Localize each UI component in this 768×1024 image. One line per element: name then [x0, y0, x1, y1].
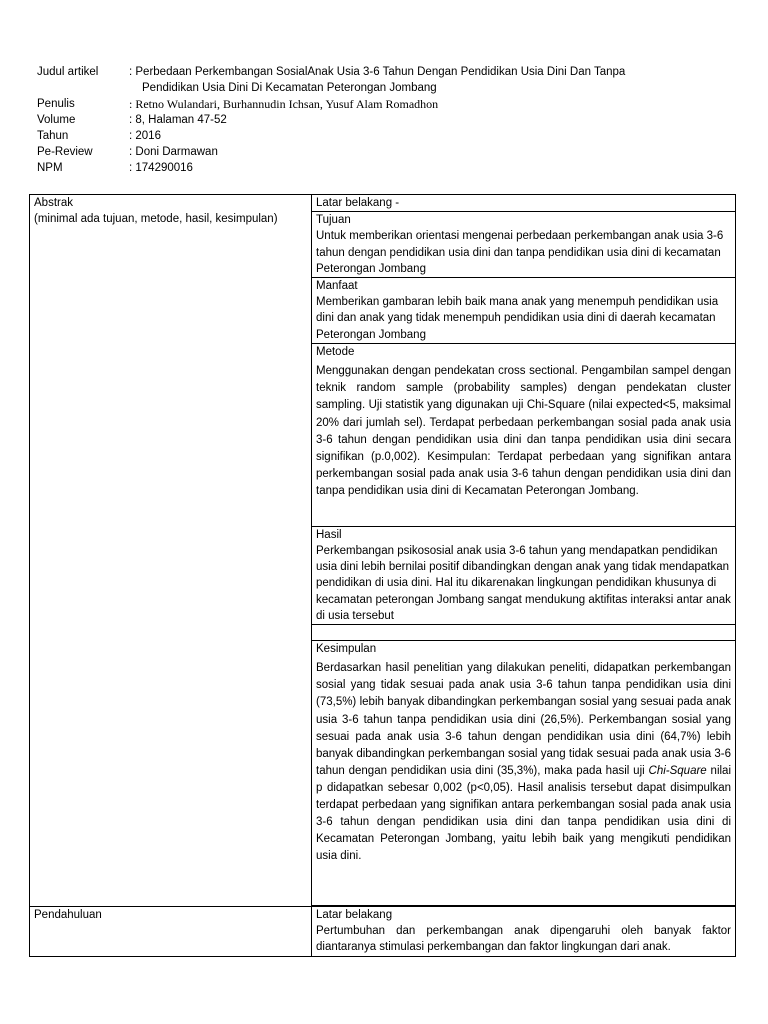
tujuan-cell	[312, 212, 736, 278]
judul-value-line-1: : Perbedaan Perkembangan SosialAnak Usia 3-6 Tahun Dengan Pendidikan Usia Dini Dan Tanpa	[129, 66, 626, 78]
empty-cell	[312, 625, 736, 641]
hasil-text: Perkembangan psikososial anak usia 3-6 tahun yang mendapatkan pendidikan usia dini lebih bernilai positif dibandingkan dengan anak yang tidak mendapatkan pendidikan di usia dini. Hal itu dikarenakan lingkungan pendidikan khusunya di kecamatan peterongan Jombang sangat mendukung aktifitas interaksi antar anak di usia tersebut	[316, 545, 731, 622]
kesimpulan-text-2: nilai p didapatkan sebesar 0,002 (p<0,05). Hasil analisis tersebut dapat disimpulkan terdapat perbedaan yang signifikan antara perkembangan sosial pada anak usia 3-6 tahun dengan pendidikan usia dini dan tanpa pendidikan usia dini di Kecamatan Peterongan Jombang, yaitu lebih baik yang mengikuti pendidikan usia dini.	[316, 764, 732, 863]
penulis-label: Penulis	[37, 98, 75, 110]
manfaat-cell	[312, 278, 736, 344]
manfaat-title: Manfaat	[316, 280, 358, 293]
pendahuluan-cell	[312, 907, 736, 957]
hasil-cell	[312, 526, 736, 624]
pendahuluan-label: Pendahuluan	[34, 909, 102, 922]
meta-row-volume	[37, 112, 737, 128]
review-table	[29, 194, 736, 957]
tahun-value: : 2016	[129, 130, 161, 142]
pendahuluan-label-cell	[30, 907, 312, 957]
meta-row-judul	[37, 64, 737, 96]
kesimpulan-italic: Chi-Square	[648, 764, 707, 777]
kesimpulan-cell	[312, 641, 736, 906]
manfaat-text: Memberikan gambaran lebih baik mana anak yang menempuh pendidikan usia dini dan anak yang tidak menempuh pendidikan usia dini di daerah kecamatan Peterongan Jombang	[316, 296, 719, 341]
abstrak-sublabel: (minimal ada tujuan, metode, hasil, kesimpulan)	[34, 213, 278, 226]
meta-row-tahun	[37, 128, 737, 144]
reviewer-label: Pe-Review	[37, 146, 93, 158]
tujuan-title: Tujuan	[316, 214, 351, 227]
pendahuluan-latar-title: Latar belakang	[316, 909, 393, 922]
kesimpulan-title: Kesimpulan	[316, 643, 377, 656]
tujuan-text: Untuk memberikan orientasi mengenai perbedaan perkembangan anak usia 3-6 tahun dengan pendidikan usia dini dan tanpa pendidikan usia dini di kecamatan Peterongan Jombang	[316, 230, 724, 275]
kesimpulan-text-1: Berdasarkan hasil penelitian yang dilakukan peneliti, didapatkan perkembangan sosial yang tidak sesuai pada anak usia 3-6 tahun tanpa pendidikan usia dini (73,5%) lebih banyak dibandingkan perkembangan sosial yang sesuai pada anak usia 3-6 tahun tanpa pendidikan usia dini (26,5%). Perkembangan sosial yang sesuai pada anak usia 3-6 tahun dengan pendidikan usia dini (64,7%) lebih banyak dibandingkan perkembangan sosial yang tidak sesuai pada anak usia 3-6 tahun dengan pendidikan usia dini (35,3%), maka pada hasil uji	[316, 662, 731, 777]
meta-row-reviewer	[37, 144, 737, 160]
penulis-value: : Retno Wulandari, Burhannudin Ichsan, Yusuf Alam Romadhon	[129, 97, 439, 111]
pendahuluan-latar-text: Pertumbuhan dan perkembangan anak dipengaruhi oleh banyak faktor diantaranya stimulasi perkembangan dan faktor lingkungan dari anak.	[316, 925, 731, 954]
abstrak-label: Abstrak	[34, 197, 73, 209]
judul-label: Judul artikel	[37, 66, 99, 78]
volume-value: : 8, Halaman 47-52	[129, 114, 227, 126]
judul-value-line-2: Pendidikan Usia Dini Di Kecamatan Peterongan Jombang	[142, 82, 437, 94]
judul-value	[129, 64, 737, 96]
tahun-label: Tahun	[37, 130, 69, 142]
abstrak-label-cell	[30, 195, 312, 907]
hasil-title: Hasil	[316, 528, 342, 541]
article-metadata	[37, 64, 737, 176]
abstrak-latar-cell	[312, 195, 736, 212]
meta-row-npm	[37, 160, 737, 176]
kesimpulan-text	[316, 660, 731, 865]
npm-value: : 174290016	[129, 162, 193, 174]
metode-cell	[312, 343, 736, 526]
abstrak-latar: Latar belakang -	[316, 197, 400, 209]
npm-label: NPM	[37, 162, 63, 174]
meta-row-penulis	[37, 96, 737, 112]
metode-title: Metode	[316, 345, 355, 358]
metode-text: Menggunakan dengan pendekatan cross sectional. Pengambilan sampel dengan teknik random sample (probability samples) dengan pendekatan cluster sampling. Uji statistik yang digunakan uji Chi-Square (nilai expected<5, maksimal 20% dari jumlah sel). Terdapat perbedaan perkembangan sosial pada anak usia 3-6 tahun dengan pendidikan usia dini dan tanpa pendidikan usia dini secara signifikan (p.0,002). Kesimpulan: Terdapat perbedaan yang signifikan antara perkembangan sosial pada anak usia 3-6 tahun dengan pendidikan usia dini dan tanpa pendidikan usia dini di Kecamatan Peterongan Jombang.	[316, 365, 731, 498]
reviewer-value: : Doni Darmawan	[129, 146, 218, 158]
volume-label: Volume	[37, 114, 76, 126]
